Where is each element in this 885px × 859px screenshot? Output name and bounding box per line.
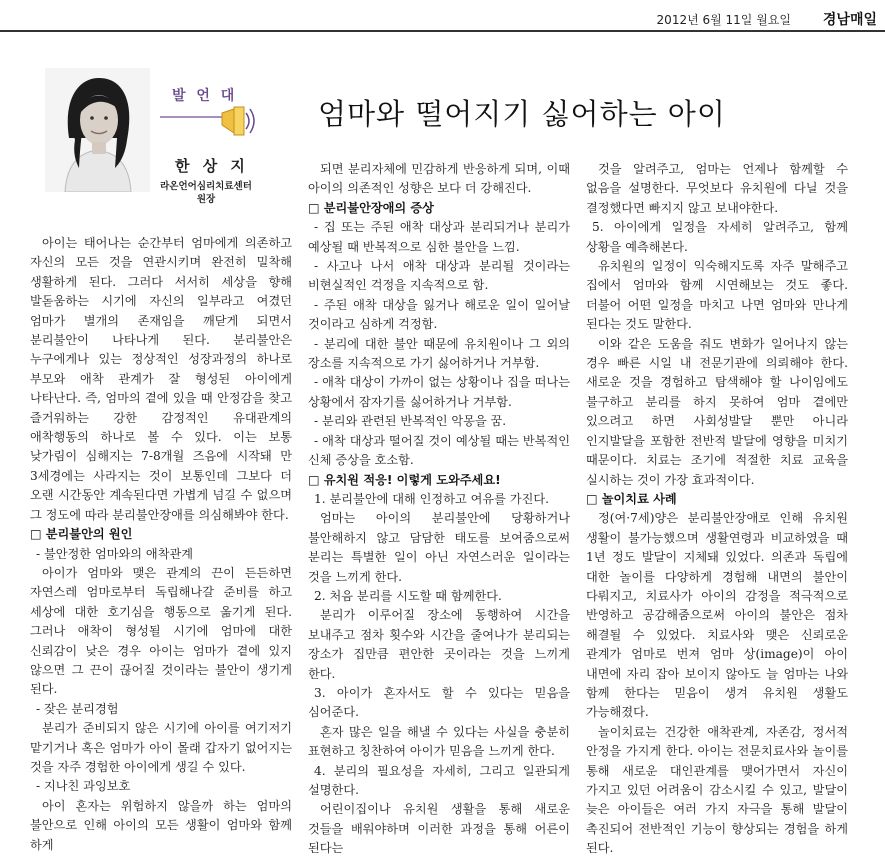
paragraph: - 주된 애착 대상을 잃거나 해로운 일이 일어날 것이라고 심하게 걱정함. [308, 297, 570, 332]
paragraph: 정(여·7세)양은 분리불안장애로 인해 유치원 생활이 불가능했으며 생활연령과 비교하였을 때 1년 정도 발달이 지체돼 있었다. 의존과 독립에 대한 놀이를 다양하게 경험해 내면의 불안이 다뤄지고, 치료사가 아이의 감정을 적극적으로 반영하고 공감해줌으로써 아이의 불안은 점차 해결될 수 있었다. 치료사와 맺은 신뢰로운 관계가 엄마로 번져 엄마 상(image)이 아이 내면에 자리 잡아 보이지 않아도 늘 엄마는 나와 함께 한다는 믿음이 생겨 유치원 생활도 가능해졌다. [586, 511, 848, 720]
article-column-3 [586, 160, 848, 859]
column-badge [160, 85, 260, 145]
paragraph: 엄마는 아이의 분리불안에 당황하거나 불안해하지 않고 담담한 태도를 보여줌으로써 분리는 특별한 일이 아닌 자연스러운 일이라는 것을 느끼게 한다. [308, 511, 570, 584]
paragraph: 아이 혼자는 위험하지 않을까 하는 엄마의 불안으로 인해 아이의 모든 생활이 엄마와 함께 하게 [30, 798, 292, 852]
section-heading: □ 유치원 적응! 이렇게 도와주세요! [308, 472, 501, 487]
issue-date: 2012년 6월 11일 월요일 [656, 13, 791, 27]
paragraph: - 집 또는 주된 애착 대상과 분리되거나 분리가 예상될 때 반복적으로 심한 불안을 느낌. [308, 220, 570, 254]
paragraph: 되면 분리자체에 민감하게 반응하게 되며, 이때 아이의 의존적인 성향은 보다 더 강해진다. [308, 162, 570, 196]
paragraph: 아이가 엄마와 맺은 관계의 끈이 든든하면 자연스레 엄마로부터 독립해나갈 준비를 하고 세상에 대한 호기심을 행동으로 옮기게 된다. 그러나 애착이 형성될 시기에 엄마에 대한 신뢰감이 낮은 경우 아이는 엄마가 곁에 있지 않으면 그 끈이 끊어질 것이라는 불안이 생기게 된다. [30, 565, 292, 697]
paragraph: 것을 알려주고, 엄마는 언제나 함께할 수 없음을 설명한다. 무엇보다 유치원에 다닐 것을 결정했다면 빠지지 않고 보내야한다. [586, 162, 848, 215]
paragraph: 1. 분리불안에 대해 인정하고 여유를 가진다. [314, 491, 550, 506]
section-heading: □ 놀이치료 사례 [586, 491, 677, 506]
paragraph: 어린이집이나 유치원 생활을 통해 새로운 것들을 배워야하며 이러한 과정을 통해 어른이 된다는 [308, 802, 570, 856]
paragraph: - 분리와 관련된 반복적인 악몽을 꿈. [314, 414, 507, 429]
masthead [0, 0, 885, 35]
paragraph: 2. 처음 분리를 시도할 때 함께한다. [314, 588, 502, 603]
paragraph: - 지나친 과잉보호 [36, 779, 131, 794]
paragraph: 4. 분리의 필요성을 자세히, 그리고 일관되게 설명한다. [308, 763, 570, 797]
paragraph: - 분리에 대한 불안 때문에 유치원이나 그 외의 장소를 지속적으로 가기 싫어하거나 거부함. [308, 336, 570, 371]
paragraph: 유치원의 일정이 익숙해지도록 자주 말해주고 집에서 엄마와 함께 시연해보는 것도 좋다. 더불어 어떤 일정을 마치고 나면 엄마와 만나게 된다는 것도 말한다. [586, 259, 848, 332]
masthead-rule [0, 30, 885, 32]
section-heading: □ 분리불안장애의 증상 [308, 200, 434, 215]
megaphone-icon [160, 103, 260, 143]
paragraph: - 불안정한 엄마와의 애착관계 [36, 546, 194, 561]
column-label: 발 언 대 [172, 88, 238, 104]
paragraph: 혼자 많은 일을 해낼 수 있다는 사실을 충분히 표현하고 칭찬하여 아이가 믿음을 느끼게 한다. [308, 724, 570, 759]
paragraph: 아이는 태어나는 순간부터 엄마에게 의존하고 자신의 모든 것을 연관시키며 완전히 밀착해 생활하게 된다. 그러다 서서히 세상을 향해 발돋움하는 시기에 자신의 일부라고 여겼던 엄마가 별개의 존재임을 깨닫게 되면서 분리불안이 나타나게 된다. 분리불안은 누구에게나 있는 정상적인 성장과정의 하나로 부모와 애착 관계가 잘 형성된 아이에게 나타난다. 즉, 엄마의 곁에 있을 때 안정감을 찾고 즐거워하는 강한 감정적인 유대관계의 애착행동의 하나로 볼 수 있다. 이는 보통 낮가림이 심해지는 7-8개월 즈음에 시작돼 만 3세경에는 사라지는 것이 보통인데 그보다 더 오랜 시간동안 계속된다면 가볍게 넘길 수 없으며 그 정도에 따라 분리불안장애를 의심해봐야 한다. [30, 236, 292, 522]
article-column-2 [308, 160, 570, 859]
paragraph: 놀이치료는 건강한 애착관계, 자존감, 정서적 안정을 가지게 한다. 아이는 전문치료사와 놀이를 통해 새로운 대인관계를 맺어가면서 자신이 가지고 있던 어려움이 감소시킬 수 있고, 발달이 늦은 아이들은 여러 가지 자극을 통해 발달이 촉진되어 전반적인 기능이 향상되는 경험을 하게 된다. [586, 724, 848, 856]
paragraph: 분리가 준비되지 않은 시기에 아이를 여기저기 맡기거나 혹은 엄마가 아이 몰래 갑자기 없어지는 것을 자주 경험한 아이에게 생길 수 있다. [30, 721, 292, 774]
section-heading: □ 분리불안의 원인 [30, 527, 133, 542]
paragraph: - 애착 대상과 떨어질 것이 예상될 때는 반복적인 신체 증상을 호소함. [308, 433, 570, 468]
author-photo [45, 68, 150, 192]
author-affiliation [152, 180, 260, 206]
paragraph: 이와 같은 도움을 줘도 변화가 일어나지 않는 경우 빠른 시일 내 전문기관에 의뢰해야 한다. 새로운 것을 경험하고 탐색해야 할 나이임에도 불구하고 분리를 하지 못하여 엄마 곁에만 있으려고 하면 사회성발달 뿐만 아니라 인지발달을 포함한 전반적 발달에 영향을 미치기 때문이다. 치료는 조기에 적절한 치료 교육을 실시하는 것이 가장 효과적이다. [586, 336, 848, 487]
author-name: 한 상 지 [175, 157, 249, 175]
article-headline: 엄마와 떨어지기 싫어하는 아이 [318, 97, 726, 131]
paragraph: 3. 아이가 혼자서도 할 수 있다는 믿음을 심어준다. [308, 685, 570, 720]
paragraph: - 잦은 분리경험 [36, 701, 119, 716]
paragraph: - 사고나 나서 애착 대상과 분리될 것이라는 비현실적인 걱정을 지속적으로 함. [308, 259, 570, 293]
paragraph: 분리가 이루어질 장소에 동행하여 시간을 보내주고 점차 횟수와 시간을 줄여나가 분리되는 장소가 집만큼 편안한 곳이라는 것을 느끼게 한다. [308, 608, 570, 681]
paragraph: - 애착 대상이 가까이 없는 상황이나 집을 떠나는 상황에서 잠자기를 싫어하거나 거부함. [308, 375, 570, 409]
author-portrait-icon [45, 68, 150, 192]
author-title: 원장 [196, 194, 216, 205]
paragraph: 5. 아이에게 일정을 자세히 알려주고, 함께 상황을 예측해본다. [586, 220, 848, 254]
article-column-1 [30, 234, 292, 855]
newspaper-name: 경남매일 [822, 12, 877, 28]
author-org-name: 라온언어심리치료센터 [160, 181, 252, 192]
